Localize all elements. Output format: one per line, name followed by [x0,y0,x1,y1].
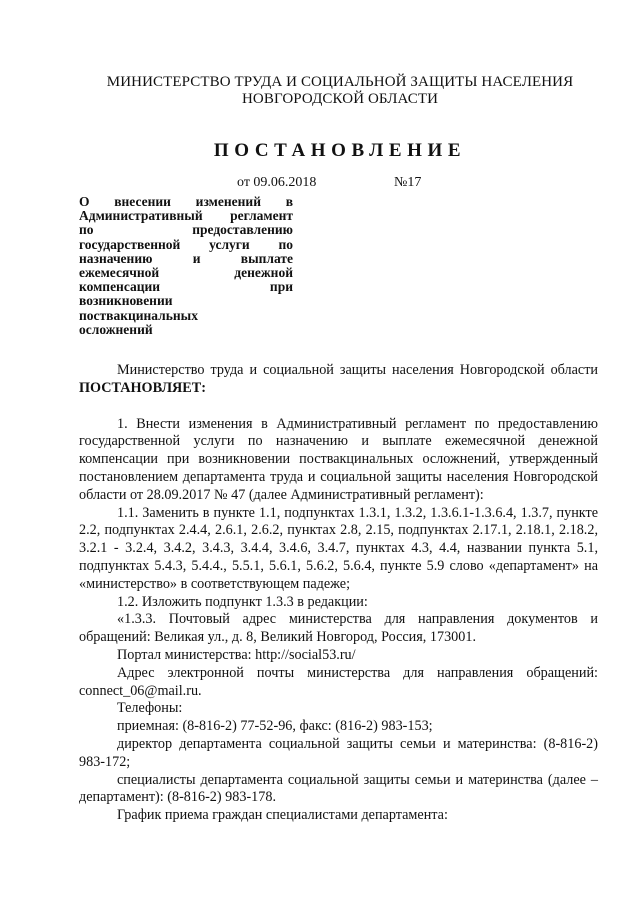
ministry-name-line1: МИНИСТЕРСТВО ТРУДА И СОЦИАЛЬНОЙ ЗАЩИТЫ НАСЕЛЕНИЯ [106,74,574,90]
phone-reception: приемная: (8-816-2) 77-52-96, факс: (816-2) 983-153; [117,718,433,735]
document-body [79,362,598,825]
subject-line: назначению и выплате [79,250,293,266]
subject-line: поствакцинальных [79,307,198,323]
subject-line: О внесении изменений в [79,194,293,209]
portal-address: Портал министерства: http://social53.ru/ [117,646,356,663]
paragraph-spacer [79,398,598,416]
subject-line: компенсации при [79,279,293,295]
subject-line: ежемесячной денежной [79,265,293,281]
subject-line: по предоставлению [79,222,293,238]
document-number: №17 [394,175,422,190]
subject-line: возникновении [79,293,173,309]
phone-specialists: специалисты департамента социальной защиты семьи и материнства (далее – департамент): (8-816-2) 983-178. [79,771,598,806]
document-type-title: ПОСТАНОВЛЕНИЕ [213,140,467,161]
phone-director: директор департамента социальной защиты семьи и материнства: (8-816-2) 983-172; [79,735,598,770]
intro-text: Министерство труда и социальной защиты населения Новгородской области [117,362,598,378]
subject-line: осложнений [79,321,153,337]
ministry-heading [90,74,590,108]
postal-address: «1.3.3. Почтовый адрес министерства для направления документов и обращений: Великая ул., д. 8, Великий Новгород, Россия, 173001. [79,611,598,646]
subject-line: государственной услуги по [79,236,293,252]
email-address: Адрес электронной почты министерства для направления обращений: connect_06@mail.ru. [79,664,598,699]
item-1-2: 1.2. Изложить подпункт 1.3.3 в редакции: [117,593,368,610]
subject-line: Административный регламент [79,208,293,224]
document-subject [79,195,293,337]
document-date: от 09.06.2018 [237,175,317,190]
item-1: 1. Внести изменения в Административный регламент по предоставлению государственной услуги по назначению и выплате ежемесячной денежной компенсации при возникновении поствакцинальных осложнений, утвержденный постановлением департамента труда и социальной защиты населения Новгородской области от 28.09.2017 № 47 (далее Административный регламент): [79,415,598,503]
intro-resolution-keyword: ПОСТАНОВЛЯЕТ: [79,379,206,396]
phones-label: Телефоны: [117,700,183,717]
reception-schedule-heading: График приема граждан специалистами департамента: [117,807,448,824]
intro-paragraph [79,362,598,398]
item-1-1: 1.1. Заменить в пункте 1.1, подпунктах 1.3.1, 1.3.2, 1.3.6.1-1.3.6.4, 1.3.7, пункте 2.2, подпунктах 2.4.4, 2.6.1, 2.6.2, пунктах 2.8, 2.15, подпунктах 2.17.1, 2.18.1, 2.18.2, 3.2.1 - 3.2.4, 3.4.2, 3.4.3, 3.4.4, 3.4.6, 3.4.7, пунктах 4.3, 4.4, названии пункта 5.1, подпунктах 5.4.3, 5.4.4., 5.5.1, 5.6.1, 5.6.2, 5.6.4, пункте 5.9 слово «департамент» на «министерство» в соответствующем падеже; [79,504,598,592]
ministry-name-line2: НОВГОРОДСКОЙ ОБЛАСТИ [241,91,439,107]
